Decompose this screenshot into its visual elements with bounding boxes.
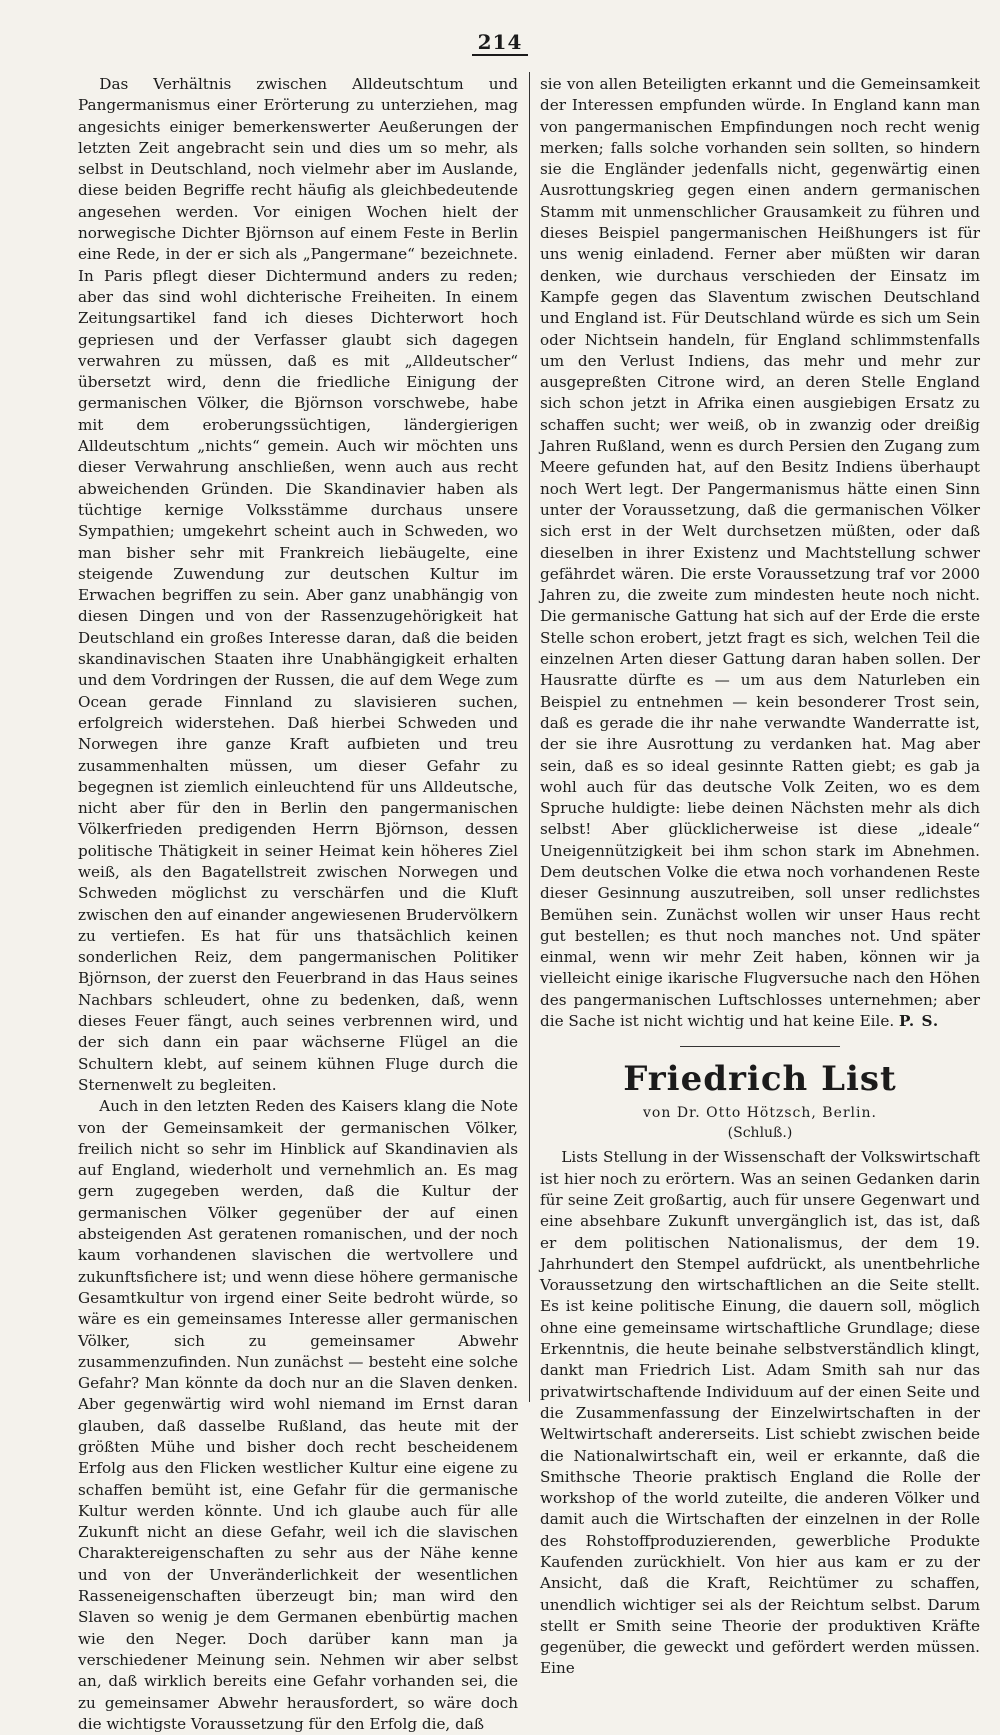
article-body: Lists Stellung in der Wissenschaft der Volkswirtschaft ist hier noch zu erörtern. Was an seinen Gedanken darin für seine Zeit großartig, auch für unsere Gegenwart und eine absehbare Zukunft unvergänglich ist, das ist, daß er dem politischen Nationalismus, der dem 19. Jahrhundert den Stempel aufdrückt, als unentbehrliche Voraussetzung den wirtschaftlichen an die Seite stellt. Es ist keine politische Einung, die dauern soll, möglich ohne eine gemeinsame wirtschaftliche Grundlage; diese Erkenntnis, die heute beinahe selbstverständlich klingt, dankt man Friedrich List. Adam Smith sah nur das privatwirtschaftende Individuum auf der einen Seite und die Zusammenfassung der Einzelwirtschaften in der Weltwirtschaft andererseits. List schiebt zwischen beide die Nationalwirtschaft ein, weil er erkannte, daß die Smithsche Theorie praktisch England die Rolle der workshop of the world zuteilte, die anderen Völker und damit auch die Wirtschaften der einzelnen in der Rolle des Rohstoffproduzierenden, gewerbliche Produkte Kaufenden zurückhielt. Von hier aus kam er zu der Ansicht, daß die Kraft, Reichtümer zu schaffen, unendlich wichtiger sei als der Reichtum selbst. Darum stellt er Smith seine Theorie der produktiven Kräfte gegenüber, die geweckt und gefördert werden müssen. Eine [540,1148,980,1678]
article-note: (Schluß.) [727,1125,793,1142]
paragraph-continuation [540,74,980,1032]
author-signature: P. S. [899,1012,940,1031]
continuation-text: sie von allen Beteiligten erkannt und die Gemeinsamkeit der Interessen empfunden würde. In England kann man von pangermanischen Empfindungen noch recht wenig merken; falls solche vorhanden sein sollten, so hindern sie die Engländer jedenfalls nicht, gegenwärtig einen Ausrottungskrieg gegen einen andern germanischen Stamm mit unmenschlicher Grausamkeit zu führen und dieses Beispiel pangermanischen Heißhungers ist für uns wenig einladend. Ferner aber müßten wir daran denken, wie durchaus verschieden der Einsatz im Kampfe gegen das Slaventum zwischen Deutschland und England ist. Für Deutschland würde es sich um Sein oder Nichtsein handeln, für England schlimmstenfalls um den Verlust Indiens, das mehr und mehr zur ausgepreßten Citrone wird, an deren Stelle England sich schon jetzt in Afrika einen ausgiebigen Ersatz zu schaffen sucht; wer weiß, ob in zwanzig oder dreißig Jahren Rußland, wenn es durch Persien den Zugang zum Meere gefunden hat, auf den Besitz Indiens überhaupt noch Wert legt. Der Pangermanismus hätte einen Sinn unter der Voraussetzung, daß die germanischen Völker sich erst in der Welt durchsetzen müßten, oder daß dieselben in ihrer Existenz und Machtstellung schwer gefährdet wären. Die erste Voraussetzung traf vor 2000 Jahren zu, die zweite zum mindesten heute noch nicht. Die germanische Gattung hat sich auf der Erde die erste Stelle schon erobert, jetzt fragt es sich, welchen Teil die einzelnen Arten dieser Gattung daran haben sollen. Der Hausratte dürfte es — um aus dem Naturleben ein Beispiel zu entnehmen — kein besonderer Trost sein, daß es gerade die ihr nahe verwandte Wanderratte ist, der sie ihre Ausrottung zu verdanken hat. Mag aber sein, daß es so ideal gesinnte Ratten giebt; es gab ja wohl auch für das deutsche Volk Zeiten, wo es dem Spruche huldigte: liebe deinen Nächsten mehr als dich selbst! Aber glücklicherweise ist diese „ideale“ Uneigennützigkeit bei ihm schon stark im Abnehmen. Dem deutschen Volke die etwa noch vorhandenen Reste dieser Gesinnung auszutreiben, soll unser redlichstes Bemühen sein. Zunächst wollen wir unser Haus recht gut bestellen; es thut noch manches not. Und später einmal, wenn wir mehr Zeit haben, können wir ja vielleicht einige ikarische Flugversuche nach den Höhen des pangermanischen Luftschlosses unternehmen; aber die Sache ist nicht wichtig und hat keine Eile. [540,75,980,1031]
article-divider [680,1046,840,1047]
left-column [78,74,518,1735]
paragraph-alldeutschtum-1: Das Verhältnis zwischen Alldeutschtum und Pangermanismus einer Erörterung zu unterziehen, mag angesichts einiger bemerkenswerter Aeußerungen der letzten Zeit angebracht sein und dies um so mehr, als selbst in Deutschland, noch vielmehr aber im Auslande, diese beiden Begriffe recht häufig als gleichbedeutende angesehen werden. Vor einigen Wochen hielt der norwegische Dichter Björnson auf einem Feste in Berlin eine Rede, in der er sich als „Pangermane“ bezeichnete. In Paris pflegt dieser Dichtermund anders zu reden; aber das sind wohl dichterische Freiheiten. In einem Zeitungsartikel fand ich dieses Dichterwort hoch gepriesen und der Verfasser glaubt sich dagegen verwahren zu müssen, daß es mit „Alldeutscher“ übersetzt wird, denn die friedliche Einigung der germanischen Völker, die Björnson vorschwebe, habe mit dem eroberungssüchtigen, ländergierigen Alldeutschtum „nichts“ gemein. Auch wir möchten uns dieser Verwahrung anschließen, wenn auch aus recht abweichenden Gründen. Die Skandinavier haben als tüchtige kernige Volksstämme durchaus unsere Sympathien; umgekehrt scheint auch in Schweden, wo man bisher sehr mit Frankreich liebäugelte, eine steigende Zuwendung zur deutschen Kultur im Erwachen begriffen zu sein. Aber ganz unabhängig von diesen Dingen und von der Rassenzugehörigkeit hat Deutschland ein großes Interesse daran, daß die beiden skandinavischen Staaten ihre Unabhängigkeit erhalten und dem Vordringen der Russen, die auf dem Wege zum Ocean gerade Finnland zu slavisieren suchen, erfolgreich widerstehen. Daß hierbei Schweden und Norwegen ihre ganze Kraft aufbieten und treu zusammenhalten müssen, um dieser Gefahr zu begegnen ist ziemlich einleuchtend für uns Alldeutsche, nicht aber für den in Berlin den pangermanischen Völkerfrieden predigenden Herrn Björnson, dessen politische Thätigkeit in seiner Heimat kein höheres Ziel weiß, als den Bagatellstreit zwischen Norwegen und Schweden möglichst zu verschärfen und die Kluft zwischen den auf einander angewiesenen Brudervölkern zu vertiefen. Es hat für uns thatsächlich keinen sonderlichen Reiz, dem pangermanischen Politiker Björnson, der zuerst den Feuerbrand in das Haus seines Nachbars schleudert, ohne zu bedenken, daß, wenn dieses Feuer fängt, auch seines verbrennen wird, und der sich dann ein paar wächserne Flügel an die Schultern klebt, auf seinem kühnen Fluge durch die Sternenwelt zu begleiten. [78,75,518,1094]
article-author: von Dr. Otto Hötzsch, Berlin. [643,1105,877,1122]
page-number [0,30,1000,54]
right-column [540,74,980,1680]
paragraph-alldeutschtum-2: Auch in den letzten Reden des Kaisers klang die Note von der Gemeinsamkeit der germanischen Völker, freilich nicht so sehr im Hinblick auf Skandinavien als auf England, wiederholt und vernehmlich an. Es mag gern zugegeben werden, daß die Kultur der germanischen Völker gegenüber der auf einen absteigenden Ast geratenen romanischen, und der noch kaum vorhandenen slavischen die wertvollere und zukunftsfichere ist; und wenn diese höhere germanische Gesamtkultur von irgend einer Seite bedroht würde, so wäre es ein gemeinsames Interesse aller germanischen Völker, sich zu gemeinsamer Abwehr zusammenzufinden. Nun zunächst — besteht eine solche Gefahr? Man könnte da doch nur an die Slaven denken. Aber gegenwärtig wird wohl niemand im Ernst daran glauben, daß dasselbe Rußland, das heute mit der größten Mühe und bisher doch recht bescheidenem Erfolg aus den Flicken westlicher Kultur eine eigene zu schaffen bemüht ist, eine Gefahr für die germanische Kultur werden könnte. Und ich glaube auch für alle Zukunft nicht an diese Gefahr, weil ich die slavischen Charaktereigenschaften zu sehr aus der Nähe kenne und von der Unveränderlichkeit der wesentlichen Rasseneigenschaften überzeugt bin; man wird den Slaven so wenig je dem Germanen ebenbürtig machen wie den Neger. Doch darüber kann man ja verschiedener Meinung sein. Nehmen wir aber selbst an, daß wirklich bereits eine Gefahr vorhanden sei, die zu gemeinsamer Abwehr herausfordert, so wäre doch die wichtigste Voraussetzung für den Erfolg die, daß [78,1097,518,1733]
page-number-text: 214 [472,30,529,56]
article-title: Friedrich List [623,1059,897,1100]
column-rule [529,72,530,1402]
